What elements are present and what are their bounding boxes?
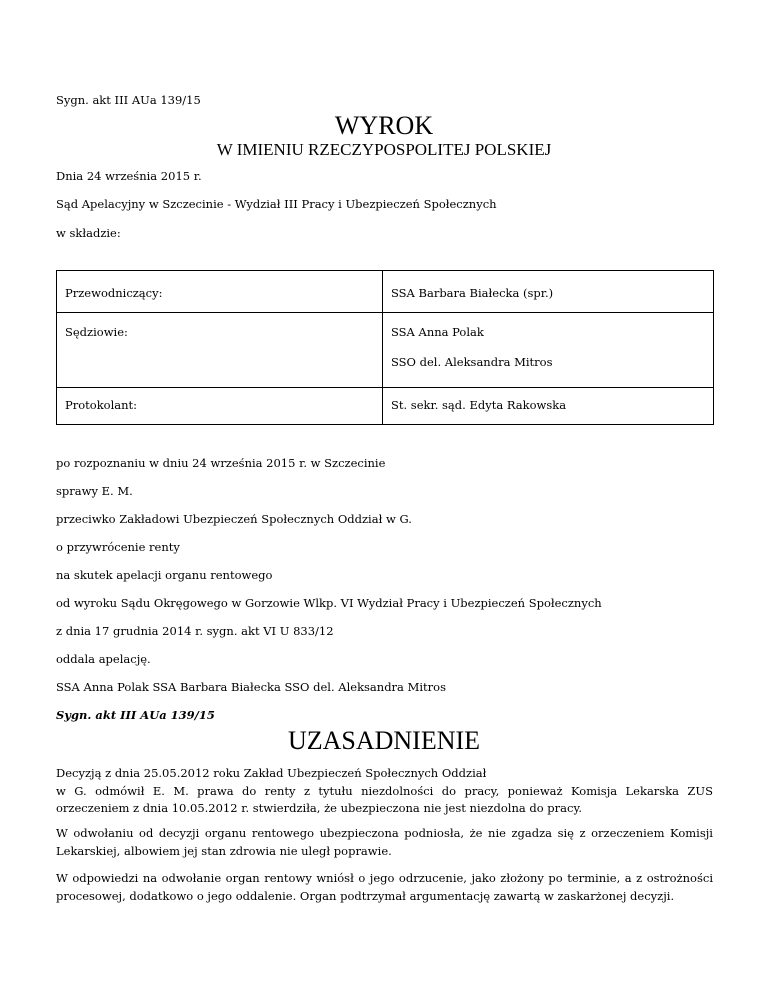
panel-role: Przewodniczący:: [65, 286, 163, 300]
paragraph-first-line: Decyzją z dnia 25.05.2012 roku Zakład Ubezpieczeń Społecznych Oddział: [56, 766, 487, 780]
table-row: [57, 388, 714, 425]
proceeding-line: od wyroku Sądu Okręgowego w Gorzowie Wlkp. VI Wydział Pracy i Ubezpieczeń Społecznych: [56, 596, 602, 610]
justification-title: UZASADNIENIE: [287, 726, 481, 755]
judgment-subtitle: W IMIENIU RZECZYPOSPOLITEJ POLSKIEJ: [216, 140, 552, 159]
justification-paragraph: [56, 765, 713, 818]
court-name: Sąd Apelacyjny w Szczecinie - Wydział III Pracy i Ubezpieczeń Społecznych: [56, 197, 497, 211]
case-number: Sygn. akt III AUa 139/15: [56, 93, 201, 107]
judgment-title: WYROK: [334, 111, 434, 140]
justification-paragraph: W odwołaniu od decyzji organu rentowego ubezpieczona podniosła, że nie zgadza się z orzeczeniem Komisji Lekarskiej, albowiem jej stan zdrowia nie uległ poprawie.: [56, 826, 713, 858]
proceeding-line: z dnia 17 grudnia 2014 r. sygn. akt VI U 833/12: [56, 624, 334, 638]
verdict-line: oddala apelację.: [56, 652, 151, 666]
panel-role: Protokolant:: [65, 398, 138, 412]
judgment-date: Dnia 24 września 2015 r.: [56, 169, 202, 183]
panel-name: St. sekr. sąd. Edyta Rakowska: [391, 398, 567, 412]
proceeding-line: sprawy E. M.: [56, 484, 133, 498]
proceeding-line: o przywrócenie renty: [56, 540, 180, 554]
signatures: SSA Anna Polak SSA Barbara Białecka SSO del. Aleksandra Mitros: [56, 680, 446, 694]
composition-label: w składzie:: [56, 226, 121, 240]
paragraph-text: w G. odmówił E. M. prawa do renty z tytułu niezdolności do pracy, ponieważ Komisja Lekarska ZUS orzeczeniem z dnia 10.05.2012 r. stwierdziła, że ubezpieczona nie jest niezdolna do pracy.: [56, 783, 713, 815]
panel-name: SSA Anna Polak: [391, 325, 484, 339]
table-row: [57, 313, 714, 388]
proceeding-line: na skutek apelacji organu rentowego: [56, 568, 273, 582]
justification-case-number: Sygn. akt III AUa 139/15: [56, 708, 215, 722]
proceeding-line: po rozpoznaniu w dniu 24 września 2015 r. w Szczecinie: [56, 456, 386, 470]
panel-name: SSA Barbara Białecka (spr.): [391, 286, 554, 300]
table-row: [57, 271, 714, 313]
justification-paragraph: W odpowiedzi na odwołanie organ rentowy wniósł o jego odrzucenie, jako złożony po terminie, a z ostrożności procesowej, dodatkowo o jego oddalenie. Organ podtrzymał argumentację zawartą w zaskarżonej decyzji.: [56, 871, 713, 903]
panel-name: SSO del. Aleksandra Mitros: [391, 355, 553, 369]
proceeding-line: przeciwko Zakładowi Ubezpieczeń Społecznych Oddział w G.: [56, 512, 412, 526]
court-panel-table: [56, 270, 714, 425]
panel-role: Sędziowie:: [65, 325, 128, 339]
